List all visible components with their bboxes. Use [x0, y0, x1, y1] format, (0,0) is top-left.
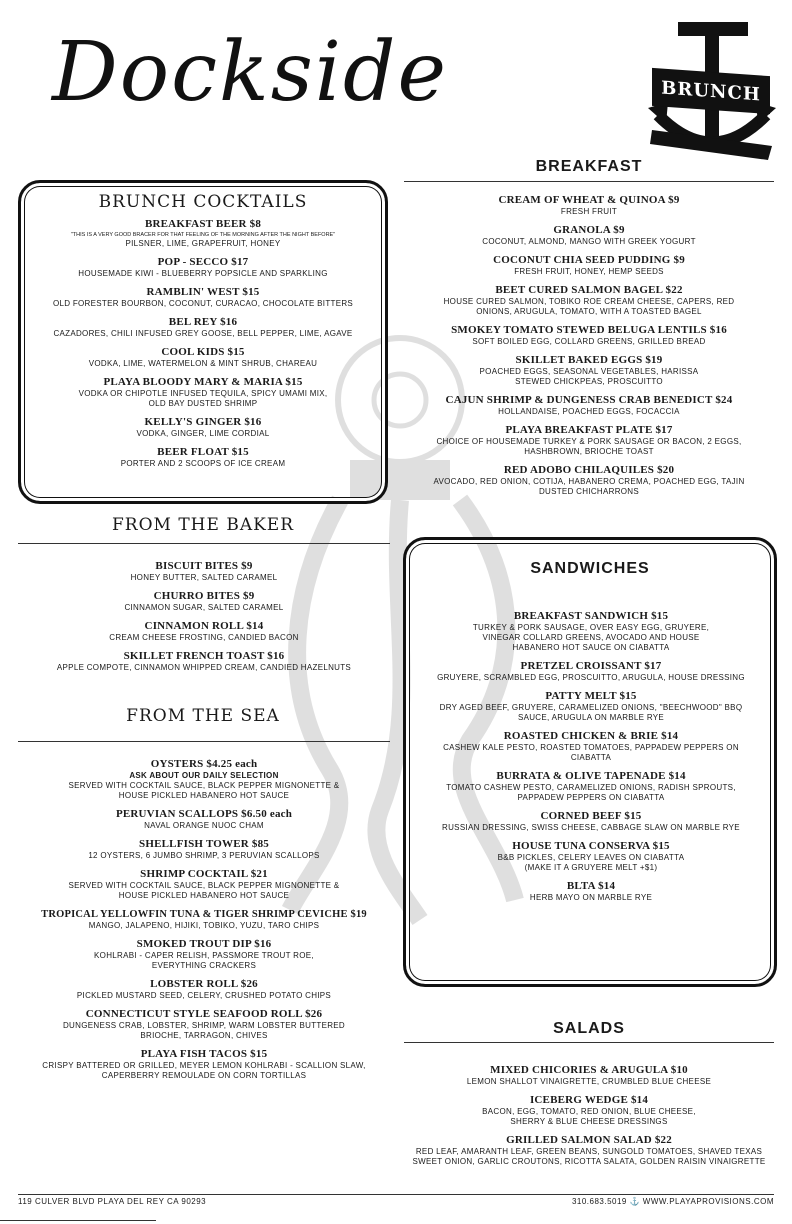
- menu-item: HOUSE TUNA CONSERVA $15 B&B PICKLES, CELERY LEAVES ON CIABATTA (MAKE IT A GRUYERE MELT +$1): [497, 840, 685, 872]
- sandwiches-list: [410, 610, 772, 910]
- menu-item: MIXED CHICORIES & ARUGULA $10 LEMON SHALLOT VINAIGRETTE, CRUMBLED BLUE CHEESE: [466, 1064, 712, 1086]
- salads-heading: SALADS: [553, 1020, 625, 1037]
- footer-rule: [18, 1194, 774, 1195]
- menu-item: CREAM OF WHEAT & QUINOA $9 FRESH FRUIT: [498, 194, 680, 216]
- menu-item: CINNAMON ROLL $14 CREAM CHEESE FROSTING, CANDIED BACON: [109, 620, 299, 642]
- breakfast-heading: BREAKFAST: [535, 158, 643, 175]
- menu-item: SKILLET FRENCH TOAST $16 APPLE COMPOTE, CINNAMON WHIPPED CREAM, CANDIED HAZELNUTS: [56, 650, 352, 672]
- salads-rule: [404, 1042, 774, 1043]
- menu-item: BLTA $14 HERB MAYO ON MARBLE RYE: [529, 880, 653, 902]
- menu-item: SKILLET BAKED EGGS $19 POACHED EGGS, SEASONAL VEGETABLES, HARISSA STEWED CHICKPEAS, PROSCUITTO: [479, 354, 699, 386]
- salads-list: [404, 1064, 774, 1174]
- menu-item: LOBSTER ROLL $26 PICKLED MUSTARD SEED, CELERY, CRUSHED POTATO CHIPS: [76, 978, 332, 1000]
- sandwiches-heading: SANDWICHES: [530, 560, 650, 577]
- breakfast-list: [404, 194, 774, 504]
- menu-item: BREAKFAST SANDWICH $15 TURKEY & PORK SAUSAGE, OVER EASY EGG, GRUYERE, VINEGAR COLLARD GREENS, AVOCADO AND HOUSE HABANERO HOT SAUCE ON CIABATTA: [472, 610, 710, 652]
- menu-item: PLAYA BREAKFAST PLATE $17 CHOICE OF HOUSEMADE TURKEY & PORK SAUSAGE OR BACON, 2 EGGS, HASHBROWN, BRIOCHE TOAST: [436, 424, 742, 456]
- menu-item: COOL KIDS $15 VODKA, LIME, WATERMELON & MINT SHRUB, CHAREAU: [88, 346, 318, 368]
- breakfast-rule: [404, 181, 774, 182]
- menu-item: SHELLFISH TOWER $85 12 OYSTERS, 6 JUMBO SHRIMP, 3 PERUVIAN SCALLOPS: [88, 838, 320, 860]
- cocktails-list: [26, 218, 380, 476]
- sea-rule: [18, 741, 390, 742]
- menu-item: CHURRO BITES $9 CINNAMON SUGAR, SALTED CARAMEL: [124, 590, 284, 612]
- menu-item: SMOKEY TOMATO STEWED BELUGA LENTILS $16 SOFT BOILED EGG, COLLARD GREENS, GRILLED BREAD: [451, 324, 727, 346]
- menu-item: CAJUN SHRIMP & DUNGENESS CRAB BENEDICT $24 HOLLANDAISE, POACHED EGGS, FOCACCIA: [445, 394, 733, 416]
- menu-item: RAMBLIN' WEST $15 OLD FORESTER BOURBON, COCONUT, CURACAO, CHOCOLATE BITTERS: [52, 286, 354, 308]
- baker-list: [18, 560, 390, 680]
- brunch-badge: BRUNCH: [652, 68, 770, 114]
- menu-item: PATTY MELT $15 DRY AGED BEEF, GRUYERE, CARAMELIZED ONIONS, "BEECHWOOD" BBQ SAUCE, ARUGULA ON MARBLE RYE: [439, 690, 743, 722]
- menu-item: TROPICAL YELLOWFIN TUNA & TIGER SHRIMP CEVICHE $19 MANGO, JALAPENO, HIJIKI, TOBIKO, YUZU, TARO CHIPS: [41, 909, 367, 930]
- baker-heading: FROM THE BAKER: [112, 515, 294, 535]
- menu-item: BEL REY $16 CAZADORES, CHILI INFUSED GREY GOOSE, BELL PEPPER, LIME, AGAVE: [53, 316, 353, 338]
- page-edge-rule: [0, 1220, 156, 1221]
- menu-item: PLAYA BLOODY MARY & MARIA $15 VODKA OR CHIPOTLE INFUSED TEQUILA, SPICY UMAMI MIX, OLD BAY DUSTED SHRIMP: [78, 376, 328, 408]
- menu-item: BURRATA & OLIVE TAPENADE $14 TOMATO CASHEW PESTO, CARAMELIZED ONIONS, RADISH SPROUTS, PAPPADEW PEPPERS ON CIABATTA: [446, 770, 736, 802]
- menu-item: CORNED BEEF $15 RUSSIAN DRESSING, SWISS CHEESE, CABBAGE SLAW ON MARBLE RYE: [442, 810, 740, 832]
- sea-list: [18, 758, 390, 1088]
- footer-contact: 310.683.5019 ⚓ WWW.PLAYAPROVISIONS.COM: [571, 1197, 774, 1206]
- footer-address: 119 CULVER BLVD PLAYA DEL REY CA 90293: [18, 1197, 207, 1206]
- sea-heading: FROM THE SEA: [126, 706, 280, 726]
- menu-item: KELLY'S GINGER $16 VODKA, GINGER, LIME CORDIAL: [136, 416, 270, 438]
- menu-item: GRANOLA $9 COCONUT, ALMOND, MANGO WITH GREEK YOGURT: [482, 224, 696, 246]
- menu-item: OYSTERS $4.25 each ASK ABOUT OUR DAILY SELECTION SERVED WITH COCKTAIL SAUCE, BLACK PEPPER MIGNONETTE & HOUSE PICKLED HABANERO HOT SAUCE: [68, 758, 340, 800]
- menu-item: PERUVIAN SCALLOPS $6.50 each NAVAL ORANGE NUOC CHAM: [115, 808, 293, 830]
- dockside-logo: Dockside: [52, 25, 449, 120]
- menu-item: BEET CURED SALMON BAGEL $22 HOUSE CURED SALMON, TOBIKO ROE CREAM CHEESE, CAPERS, RED ONIONS, ARUGULA, TOMATO, WITH A TOASTED BAGEL: [443, 284, 735, 316]
- menu-item: CONNECTICUT STYLE SEAFOOD ROLL $26 DUNGENESS CRAB, LOBSTER, SHRIMP, WARM LOBSTER BUTTERED BRIOCHE, TARRAGON, CHIVES: [62, 1008, 346, 1040]
- menu-item: BISCUIT BITES $9 HONEY BUTTER, SALTED CARAMEL: [130, 560, 278, 582]
- menu-item: COCONUT CHIA SEED PUDDING $9 FRESH FRUIT, HONEY, HEMP SEEDS: [493, 254, 685, 276]
- menu-item: PLAYA FISH TACOS $15 CRISPY BATTERED OR GRILLED, MEYER LEMON KOHLRABI - SCALLION SLAW, CAPERBERRY REMOULADE ON CORN TORTILLAS: [42, 1048, 366, 1080]
- menu-item: BEER FLOAT $15 PORTER AND 2 SCOOPS OF ICE CREAM: [120, 446, 286, 468]
- menu-item: ICEBERG WEDGE $14 BACON, EGG, TOMATO, RED ONION, BLUE CHEESE, SHERRY & BLUE CHEESE DRESSINGS: [482, 1094, 696, 1126]
- cocktails-heading: BRUNCH COCKTAILS: [98, 192, 308, 212]
- baker-rule: [18, 543, 390, 544]
- menu-item: POP - SECCO $17 HOUSEMADE KIWI - BLUEBERRY POPSICLE AND SPARKLING: [78, 256, 328, 278]
- menu-item: SMOKED TROUT DIP $16 KOHLRABI - CAPER RELISH, PASSMORE TROUT ROE, EVERYTHING CRACKERS: [94, 938, 314, 970]
- menu-item: ROASTED CHICKEN & BRIE $14 CASHEW KALE PESTO, ROASTED TOMATOES, PAPPADEW PEPPERS ON CIABATTA: [443, 730, 739, 762]
- menu-item: SHRIMP COCKTAIL $21 SERVED WITH COCKTAIL SAUCE, BLACK PEPPER MIGNONETTE & HOUSE PICKLED HABANERO HOT SAUCE: [68, 868, 340, 900]
- menu-item: GRILLED SALMON SALAD $22 RED LEAF, AMARANTH LEAF, GREEN BEANS, SUNGOLD TOMATOES, SHAVED TEXAS SWEET ONION, GARLIC CROUTONS, RICOTTA SALATA, GOLDEN RAISIN VINAIGRETTE: [412, 1134, 766, 1166]
- menu-item: RED ADOBO CHILAQUILES $20 AVOCADO, RED ONION, COTIJA, HABANERO CREMA, POACHED EGG, TAJIN DUSTED CHICHARRONS: [433, 464, 745, 496]
- menu-item: BREAKFAST BEER $8 "THIS IS A VERY GOOD BRACER FOR THAT FEELING OF THE MORNING AFTER THE NIGHT BEFORE" PILSNER, LIME, GRAPEFRUIT, HONEY: [70, 218, 336, 248]
- menu-item: PRETZEL CROISSANT $17 GRUYERE, SCRAMBLED EGG, PROSCUITTO, ARUGULA, HOUSE DRESSING: [437, 660, 745, 682]
